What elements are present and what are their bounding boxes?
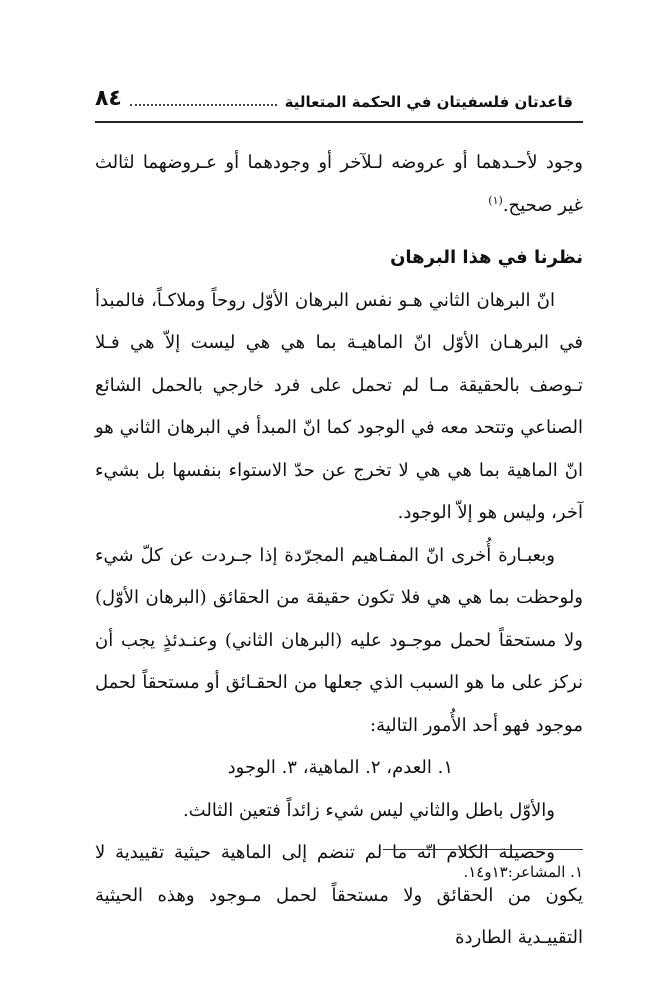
header-dot-leader <box>130 104 277 106</box>
paragraph: وبعبـارة أُخرى انّ المفـاهيم المجرّدة إذا جـردت عن كلّ شيء ولوحظت بما هي هي فلا تكون حقيقة من الحقائق (البرهان الأوّل) ولا مستحقاً لحمل موجـود عليه (البرهان الثاني) وعنـدئذٍ يجب أن نركز على ما هو السبب الذي جعلها من الحقـائق أو مستحقاً لحمل موجود فهو أحد الأُمور التالية: <box>95 544 583 736</box>
page-number: ٨٤ <box>95 86 122 111</box>
paragraph: وحصيلة الكلام انّه ما لم تنضم إلى الماهية حيثية تقييدية لا يكون من الحقائق ولا مستحقاً لحمل مـوجود وهذه الحيثية التقييـدية الطاردة <box>95 842 583 948</box>
paragraph <box>95 142 583 227</box>
enumerated-list: ١. العدم، ٢. الماهية، ٣. الوجود <box>227 757 453 778</box>
footnote: ١. المشاعر:١٣و١٤. <box>463 863 583 881</box>
header-title: قاعدتان فلسفيتان في الحكمة المتعالية <box>284 93 573 111</box>
paragraph-text: وجود لأحـدهما أو عروضه لـلآخر أو وجودهما أو عـروضهما لثالث غير صحيح. <box>95 152 583 216</box>
footnote-rule <box>383 849 583 850</box>
header-rule <box>95 121 583 123</box>
paragraph: والأوّل باطل والثاني ليس شيء زائداً فتعين الثالث. <box>182 799 555 821</box>
running-header <box>95 88 583 110</box>
paragraph: انّ البرهان الثاني هـو نفس البرهان الأوّل روحاً وملاكـاً، فالمبدأ في البرهـان الأوّل انّ الماهيـة بما هي هي ليست إلاّ هي فـلا تـوصف بالحقيقة مـا لم تحمل على فرد خارجي بالحمل الشائع الصناعي وتتحد معه في الوجود كما انّ المبدأ في البرهان الثاني هو انّ الماهية بما هي هي لا تخرج عن حدّ الاستواء بنفسها بل بشيء آخر، وليس هو إلاّ الوجود. <box>95 289 583 523</box>
section-heading: نظرنا في هذا البرهان <box>390 247 583 268</box>
footnote-ref: (١) <box>488 193 503 207</box>
main-text <box>95 142 583 960</box>
